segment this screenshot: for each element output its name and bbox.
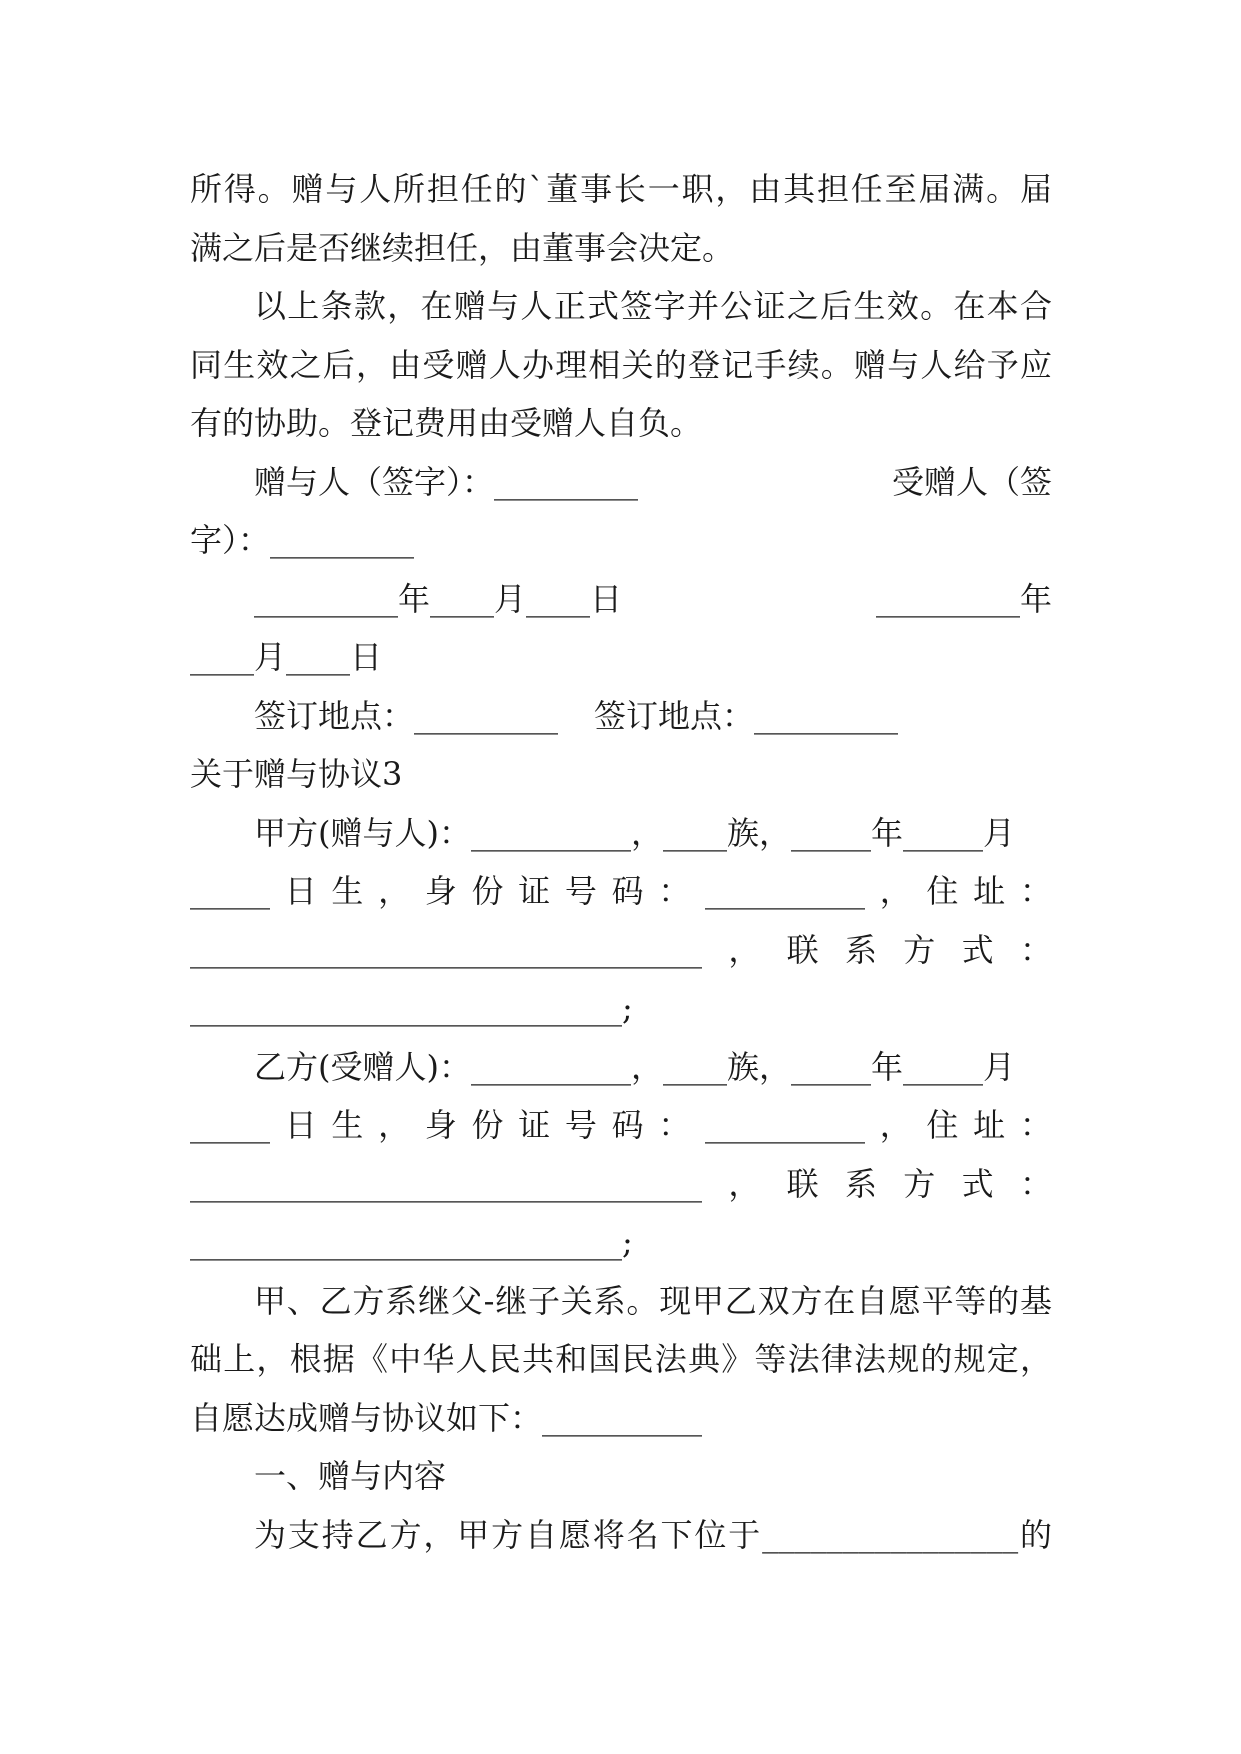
donee-signature-part1: 受赠人（签 [891, 462, 1052, 501]
party-b-token: 联 [786, 1164, 819, 1203]
party-a-token: ________________________________ [190, 930, 702, 969]
date-left: _________年____月____日 [254, 579, 623, 618]
party-a-token: ， [879, 872, 912, 910]
party-a-token: ： [1019, 930, 1052, 969]
party-a-token: 生 [331, 872, 364, 910]
date-right: _________年 [875, 579, 1052, 618]
party-a-token: 式 [961, 930, 994, 969]
party-a-token: ， [378, 872, 411, 910]
party-b-line-4: ___________________________; [190, 1223, 633, 1261]
party-b-token: 号 [564, 1106, 597, 1144]
party-a-token: 号 [564, 872, 597, 910]
party-b-token: _____ [190, 1106, 270, 1144]
paragraph-relationship: 甲、乙方系继父-继子关系。现甲乙双方在自愿平等的基础上，根据《中华人民共和国民法典》等法律法规的规定，自愿达成赠与协议如下：__________ [190, 1281, 1052, 1437]
paragraph-continuation-line-2: 满之后是否继续担任，由董事会决定。 [190, 228, 735, 267]
party-b-token: 份 [471, 1106, 504, 1144]
paragraph-effectiveness: 以上条款，在赠与人正式签字并公证之后生效。在本合同生效之后，由受赠人办理相关的登记手续。赠与人给予应有的协助。登记费用由受赠人自负。 [190, 287, 1052, 442]
party-b-token: ： [1019, 1164, 1052, 1203]
party-b-line-1: 乙方(受赠人)：__________，____族，_____年_____月 [254, 1047, 1015, 1086]
party-b-token: __________ [705, 1106, 866, 1144]
party-a-token: 码 [611, 872, 644, 910]
party-b-token: 住 [926, 1106, 959, 1144]
date-line-2: ____月____日 [190, 638, 383, 676]
party-a-token: _____ [190, 872, 270, 910]
donor-signature: 赠与人（签字）：_________ [254, 462, 639, 501]
section-title: 关于赠与协议3 [190, 755, 403, 793]
party-a-token: 日 [284, 872, 317, 910]
party-b-line-3 [190, 1155, 1052, 1214]
donee-signature-part2: 字）：_________ [190, 521, 415, 559]
party-b-token: 身 [424, 1106, 457, 1144]
party-a-token: ， [728, 930, 761, 969]
party-a-token: ： [658, 872, 691, 910]
party-b-token: 证 [518, 1106, 551, 1144]
party-a-token: 联 [786, 930, 819, 969]
party-a-line-2 [190, 862, 1052, 921]
party-b-token: 生 [331, 1106, 364, 1144]
date-line [190, 570, 1052, 629]
clause-1-text: 为支持乙方，甲方自愿将名下位于________________的 [254, 1515, 1052, 1554]
party-a-token: 证 [518, 872, 551, 910]
party-a-token: 份 [471, 872, 504, 910]
signing-place-2: 签订地点：_________ [594, 696, 899, 735]
party-b-token: ， [879, 1106, 912, 1144]
party-a-token: 系 [844, 930, 877, 969]
signing-place-1: 签订地点：_________ [254, 696, 559, 735]
party-a-line-1: 甲方(赠与人)：__________，____族，_____年_____月 [254, 813, 1015, 852]
party-a-line-3 [190, 921, 1052, 980]
signature-line [190, 453, 1052, 512]
party-b-token: ________________________________ [190, 1164, 702, 1203]
signing-place-line [190, 687, 1052, 746]
party-b-token: 系 [844, 1164, 877, 1203]
party-a-token: 身 [424, 872, 457, 910]
party-b-token: 式 [961, 1164, 994, 1203]
party-a-token: ： [1019, 872, 1052, 910]
party-a-token: 住 [926, 872, 959, 910]
party-b-token: 址 [973, 1106, 1006, 1144]
party-b-token: ， [728, 1164, 761, 1203]
party-a-token: 址 [973, 872, 1006, 910]
document-page [190, 160, 1052, 1564]
party-b-token: ： [1019, 1106, 1052, 1144]
party-a-line-4: ___________________________; [190, 989, 633, 1027]
party-b-token: ： [658, 1106, 691, 1144]
party-b-token: 码 [611, 1106, 644, 1144]
party-b-token: ， [378, 1106, 411, 1144]
party-a-token: 方 [903, 930, 936, 969]
party-b-line-2 [190, 1096, 1052, 1155]
party-b-token: 方 [903, 1164, 936, 1203]
party-a-token: __________ [705, 872, 866, 910]
clause-1-title: 一、赠与内容 [254, 1457, 447, 1495]
party-b-token: 日 [284, 1106, 317, 1144]
paragraph-continuation-line-1: 所得。赠与人所担任的`董事长一职，由其担任至届满。届 [190, 170, 1052, 208]
